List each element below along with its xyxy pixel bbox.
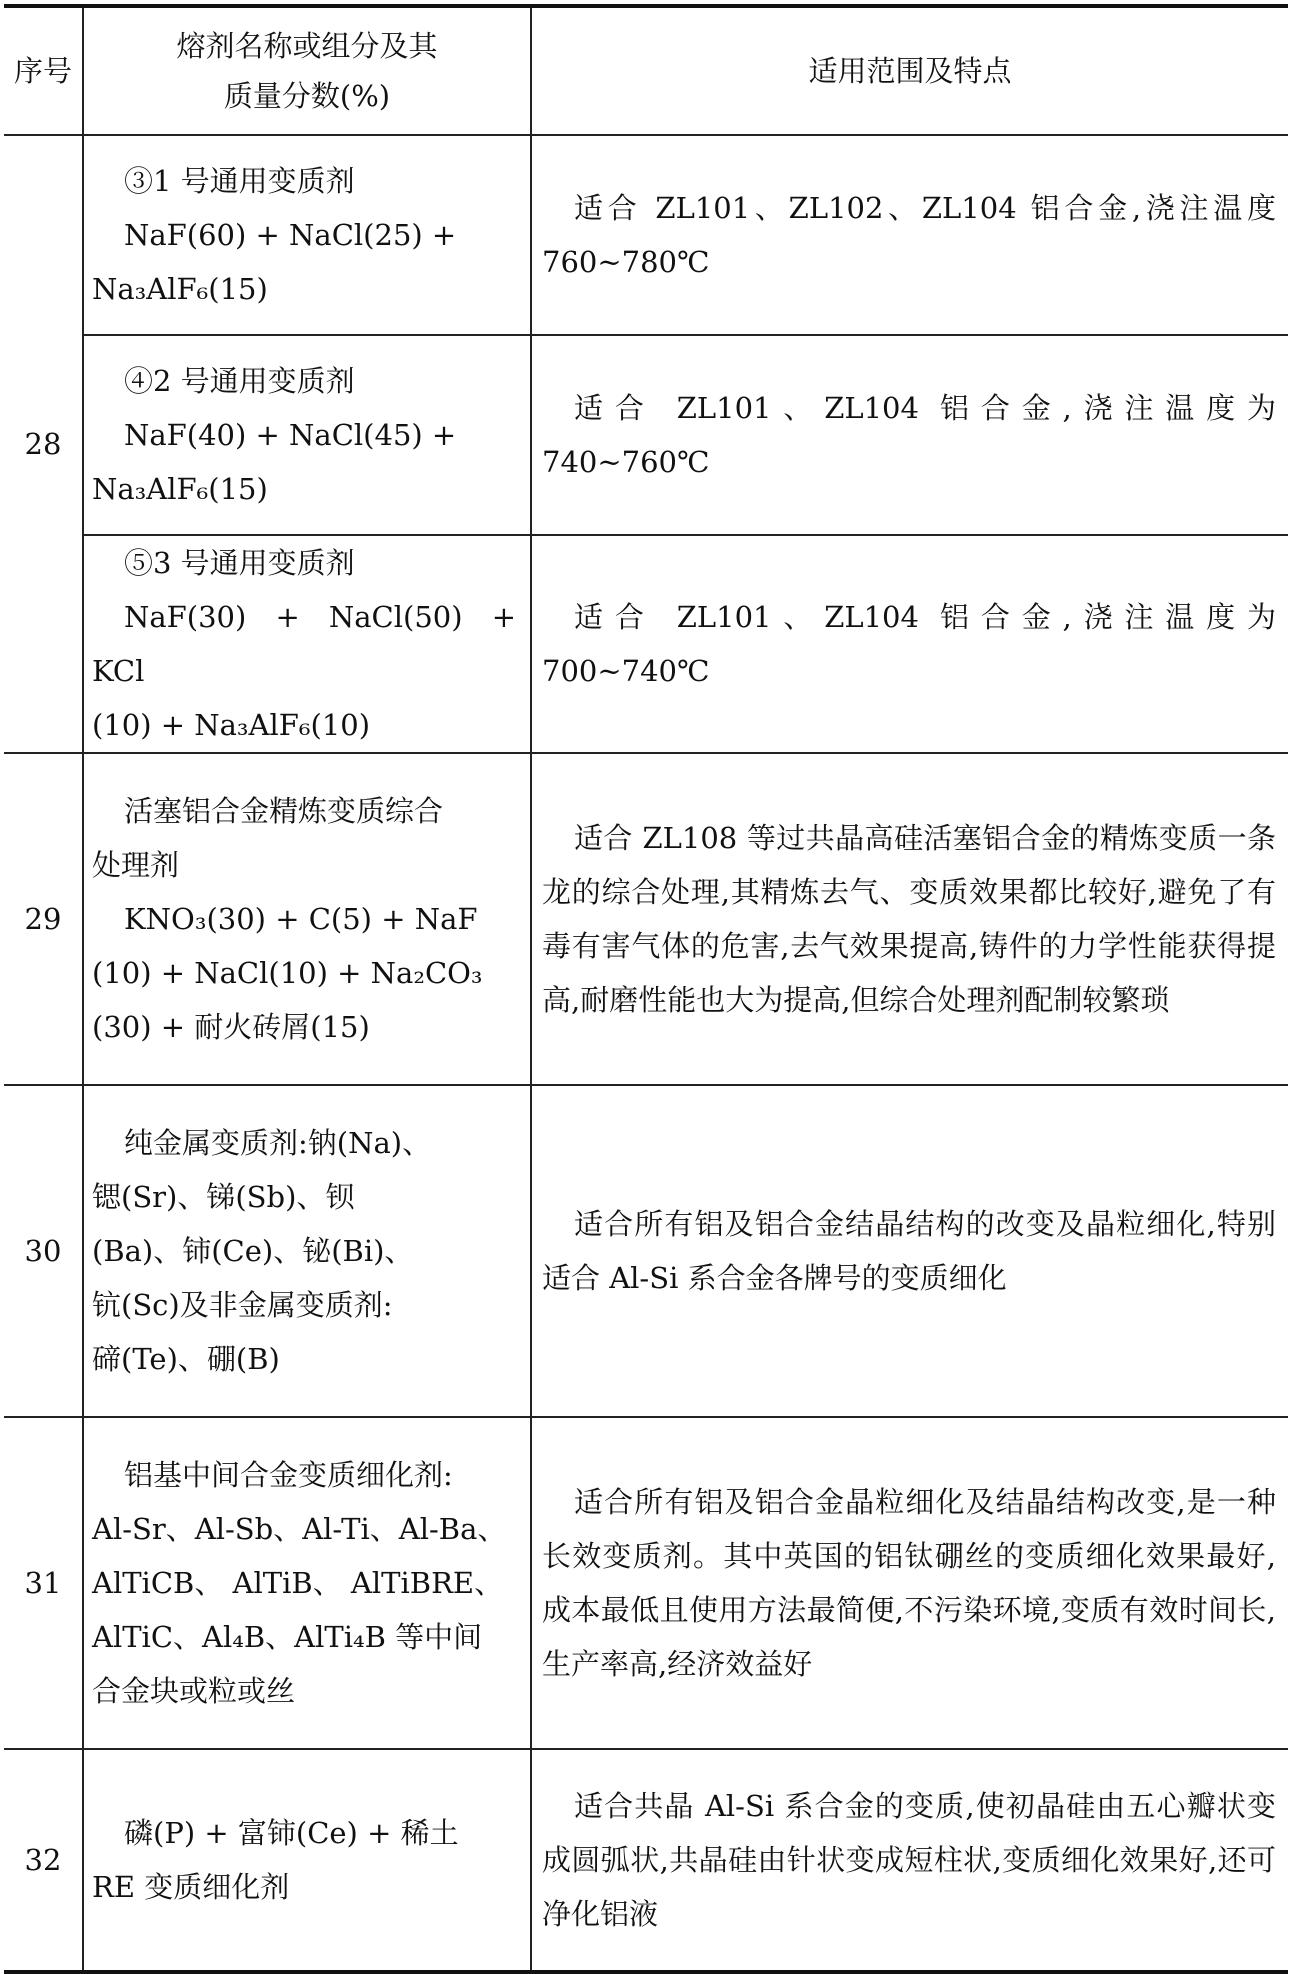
application-text: 适合 ZL101、ZL104 铝合金,浇注温度为 700~740℃ bbox=[542, 600, 1276, 688]
header-composition-line-2: 质量分数(%) bbox=[223, 79, 391, 113]
row-application bbox=[531, 535, 1288, 753]
row-composition bbox=[83, 1085, 531, 1417]
row-composition bbox=[83, 535, 531, 753]
composition-line: (10) + Na₃AlF₆(10) bbox=[92, 708, 371, 742]
table-row bbox=[4, 753, 1288, 1085]
composition-line: ⑤3 号通用变质剂 bbox=[124, 546, 355, 580]
header-composition bbox=[83, 6, 531, 135]
row-seq: 32 bbox=[4, 1749, 83, 1972]
application-text: 适合所有铝及铝合金晶粒细化及结晶结构改变,是一种长效变质剂。其中英国的铝钛硼丝的变质细化效果最好,成本最低且使用方法最简便,不污染环境,变质有效时间长,生产率高,经济效益好 bbox=[542, 1485, 1276, 1681]
composition-line: 合金块或粒或丝 bbox=[92, 1674, 296, 1708]
row-seq: 28 bbox=[4, 135, 83, 753]
composition-line: Al-Sr、Al-Sb、Al-Ti、Al-Ba、 bbox=[92, 1512, 507, 1546]
composition-line: ③1 号通用变质剂 bbox=[124, 164, 355, 198]
table-row bbox=[4, 135, 1288, 335]
composition-line: 磷(P) + 富铈(Ce) + 稀土 bbox=[124, 1816, 459, 1850]
header-seq: 序号 bbox=[4, 6, 83, 135]
row-composition bbox=[83, 135, 531, 335]
composition-line: 锶(Sr)、锑(Sb)、钡 bbox=[92, 1180, 355, 1214]
composition-line: RE 变质细化剂 bbox=[92, 1870, 290, 1904]
composition-line: (30) + 耐火砖屑(15) bbox=[92, 1010, 370, 1044]
row-composition bbox=[83, 1749, 531, 1972]
composition-line: AlTiCB、 AlTiB、 AlTiBRE、 bbox=[92, 1566, 504, 1600]
row-application bbox=[531, 1085, 1288, 1417]
row-seq: 29 bbox=[4, 753, 83, 1085]
table-row bbox=[4, 535, 1288, 753]
row-application bbox=[531, 335, 1288, 535]
table-row bbox=[4, 1417, 1288, 1749]
composition-line: NaF(30) + NaCl(50) + KCl bbox=[92, 600, 516, 688]
table-row bbox=[4, 1085, 1288, 1417]
composition-line: 钪(Sc)及非金属变质剂: bbox=[92, 1288, 393, 1322]
composition-line: ④2 号通用变质剂 bbox=[124, 364, 355, 398]
composition-line: 处理剂 bbox=[92, 848, 180, 882]
table-body bbox=[4, 135, 1288, 1972]
table-header bbox=[4, 6, 1288, 135]
row-application bbox=[531, 1749, 1288, 1972]
composition-line: (Ba)、铈(Ce)、铋(Bi)、 bbox=[92, 1234, 414, 1268]
composition-line: 铝基中间合金变质细化剂: bbox=[124, 1458, 453, 1492]
composition-line: 纯金属变质剂:钠(Na)、 bbox=[124, 1126, 432, 1160]
composition-line: NaF(60) + NaCl(25) + bbox=[124, 218, 457, 252]
composition-line: (10) + NaCl(10) + Na₂CO₃ bbox=[92, 956, 483, 990]
flux-table bbox=[4, 4, 1288, 1974]
application-text: 适合 ZL108 等过共晶高硅活塞铝合金的精炼变质一条龙的综合处理,其精炼去气、变质效果都比较好,避免了有毒有害气体的危害,去气效果提高,铸件的力学性能获得提高,耐磨性能也大为提高,但综合处理剂配制较繁琐 bbox=[542, 821, 1276, 1017]
composition-line: KNO₃(30) + C(5) + NaF bbox=[124, 902, 478, 936]
table-row bbox=[4, 1749, 1288, 1972]
row-composition bbox=[83, 335, 531, 535]
application-text: 适合 ZL101、ZL102、ZL104 铝合金,浇注温度 760~780℃ bbox=[542, 191, 1276, 279]
composition-line: NaF(40) + NaCl(45) + bbox=[124, 418, 457, 452]
composition-line: 碲(Te)、硼(B) bbox=[92, 1342, 280, 1376]
composition-line: Na₃AlF₆(15) bbox=[92, 272, 268, 306]
row-application bbox=[531, 1417, 1288, 1749]
row-application bbox=[531, 135, 1288, 335]
row-application bbox=[531, 753, 1288, 1085]
application-text: 适合共晶 Al-Si 系合金的变质,使初晶硅由五心瓣状变成圆弧状,共晶硅由针状变成短柱状,变质细化效果好,还可净化铝液 bbox=[542, 1789, 1276, 1931]
row-seq: 31 bbox=[4, 1417, 83, 1749]
application-text: 适合所有铝及铝合金结晶结构的改变及晶粒细化,特别适合 Al-Si 系合金各牌号的变质细化 bbox=[542, 1207, 1276, 1295]
application-text: 适合 ZL101、ZL104 铝合金,浇注温度为 740~760℃ bbox=[542, 391, 1276, 479]
composition-line: Na₃AlF₆(15) bbox=[92, 472, 268, 506]
composition-line: 活塞铝合金精炼变质综合 bbox=[124, 794, 444, 828]
row-seq: 30 bbox=[4, 1085, 83, 1417]
row-composition bbox=[83, 753, 531, 1085]
composition-line: AlTiC、Al₄B、AlTi₄B 等中间 bbox=[92, 1620, 483, 1654]
header-application: 适用范围及特点 bbox=[531, 6, 1288, 135]
row-composition bbox=[83, 1417, 531, 1749]
table-row bbox=[4, 335, 1288, 535]
header-composition-line-1: 熔剂名称或组分及其 bbox=[176, 29, 438, 63]
